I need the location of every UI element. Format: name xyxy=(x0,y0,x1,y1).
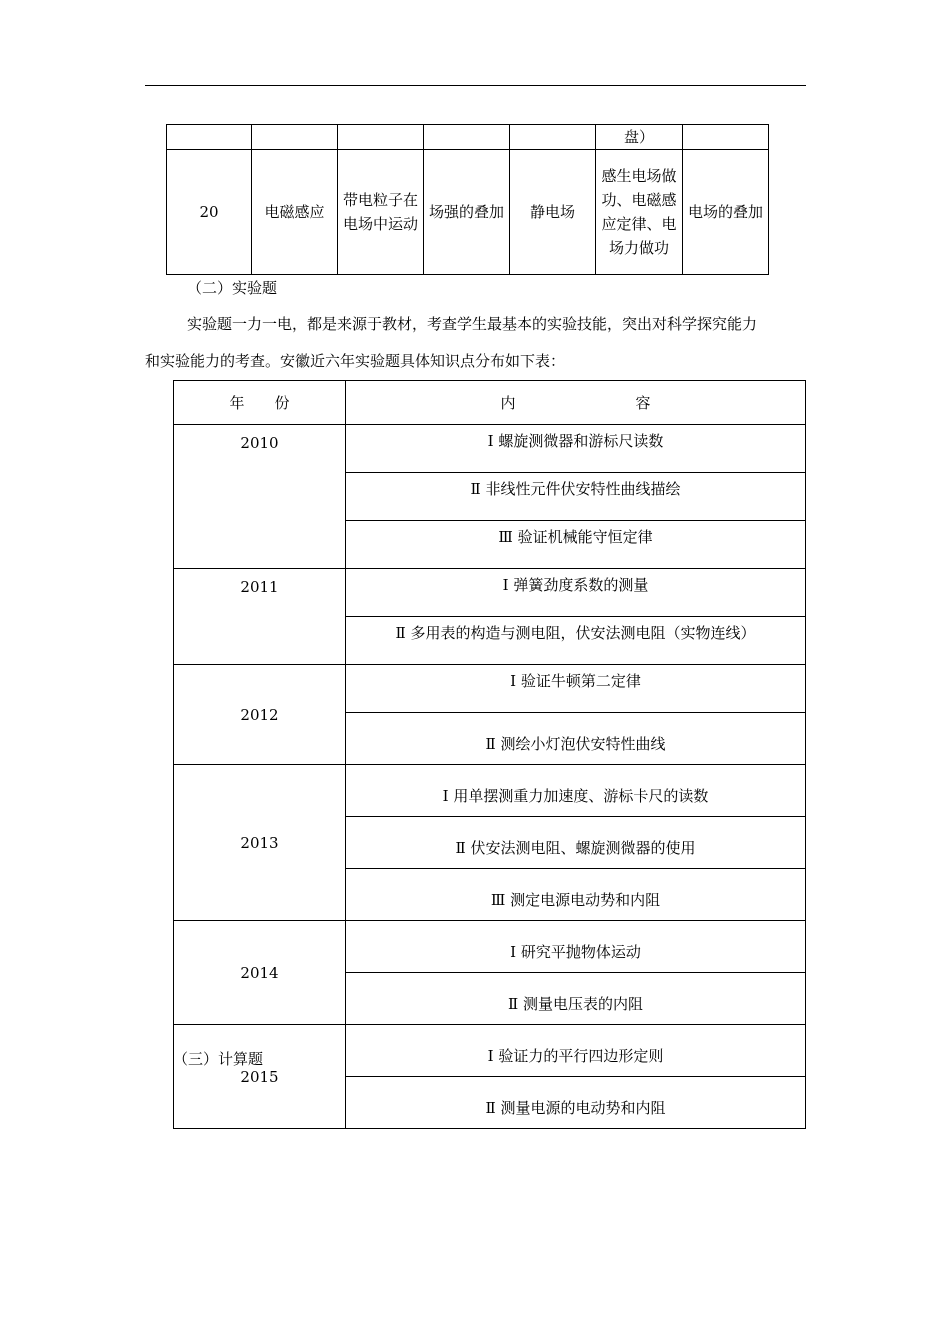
content-cell: Ⅱ 伏安法测电阻、螺旋测微器的使用 xyxy=(346,817,806,869)
table-row xyxy=(174,569,806,617)
content-cell: Ⅱ 测量电源的电动势和内阻 xyxy=(346,1077,806,1129)
content-cell: Ⅲ 测定电源电动势和内阻 xyxy=(346,869,806,921)
content-cell: Ⅰ 验证力的平行四边形定则 xyxy=(346,1025,806,1077)
year-cell: 2015 xyxy=(174,1025,346,1129)
content-cell: Ⅰ 用单摆测重力加速度、游标卡尺的读数 xyxy=(346,765,806,817)
header-year: 年 份 xyxy=(174,381,346,425)
paragraph-line-1: 实验题一力一电，都是来源于教材，考查学生最基本的实验技能，突出对科学探究能力 xyxy=(187,315,758,333)
table-row xyxy=(174,1025,806,1077)
table-cell: 带电粒子在电场中运动 xyxy=(338,150,424,275)
header-rule xyxy=(145,85,806,86)
table-cell xyxy=(683,125,769,150)
section-heading-calculations: （三）计算题 xyxy=(173,1050,264,1068)
header-content: 内 容 xyxy=(346,381,806,425)
table-header-row xyxy=(174,381,806,425)
content-cell: Ⅰ 验证牛顿第二定律 xyxy=(346,665,806,713)
table-cell: 电场的叠加 xyxy=(683,150,769,275)
table-cell: 20 xyxy=(167,150,252,275)
content-cell: Ⅰ 螺旋测微器和游标尺读数 xyxy=(346,425,806,473)
table-cell: 静电场 xyxy=(510,150,596,275)
year-cell: 2014 xyxy=(174,921,346,1025)
table-cell: 电磁感应 xyxy=(252,150,338,275)
table-cell: 场强的叠加 xyxy=(424,150,510,275)
table-cell xyxy=(510,125,596,150)
content-cell: Ⅱ 多用表的构造与测电阻，伏安法测电阻（实物连线） xyxy=(346,617,806,665)
content-cell: Ⅰ 弹簧劲度系数的测量 xyxy=(346,569,806,617)
table-cell xyxy=(167,125,252,150)
year-cell: 2011 xyxy=(174,569,346,665)
content-cell: Ⅱ 测绘小灯泡伏安特性曲线 xyxy=(346,713,806,765)
table-row xyxy=(174,921,806,973)
year-cell: 2013 xyxy=(174,765,346,921)
table-row xyxy=(174,665,806,713)
table-cell: 盘） xyxy=(596,125,683,150)
content-cell: Ⅱ 测量电压表的内阻 xyxy=(346,973,806,1025)
content-cell: Ⅰ 研究平抛物体运动 xyxy=(346,921,806,973)
table-cell: 感生电场做功、电磁感应定律、电场力做功 xyxy=(596,150,683,275)
table-cell xyxy=(338,125,424,150)
content-cell: Ⅲ 验证机械能守恒定律 xyxy=(346,521,806,569)
table-row xyxy=(174,425,806,473)
table-row xyxy=(174,765,806,817)
knowledge-table-continued xyxy=(166,124,769,275)
section-heading-experiments: （二）实验题 xyxy=(187,279,278,297)
year-cell: 2012 xyxy=(174,665,346,765)
experiment-table xyxy=(173,380,806,1129)
year-cell: 2010 xyxy=(174,425,346,569)
table-cell xyxy=(424,125,510,150)
content-cell: Ⅱ 非线性元件伏安特性曲线描绘 xyxy=(346,473,806,521)
table-row xyxy=(167,150,769,275)
table-row xyxy=(167,125,769,150)
paragraph-line-2: 和实验能力的考查。安徽近六年实验题具体知识点分布如下表： xyxy=(145,352,566,370)
table-cell xyxy=(252,125,338,150)
